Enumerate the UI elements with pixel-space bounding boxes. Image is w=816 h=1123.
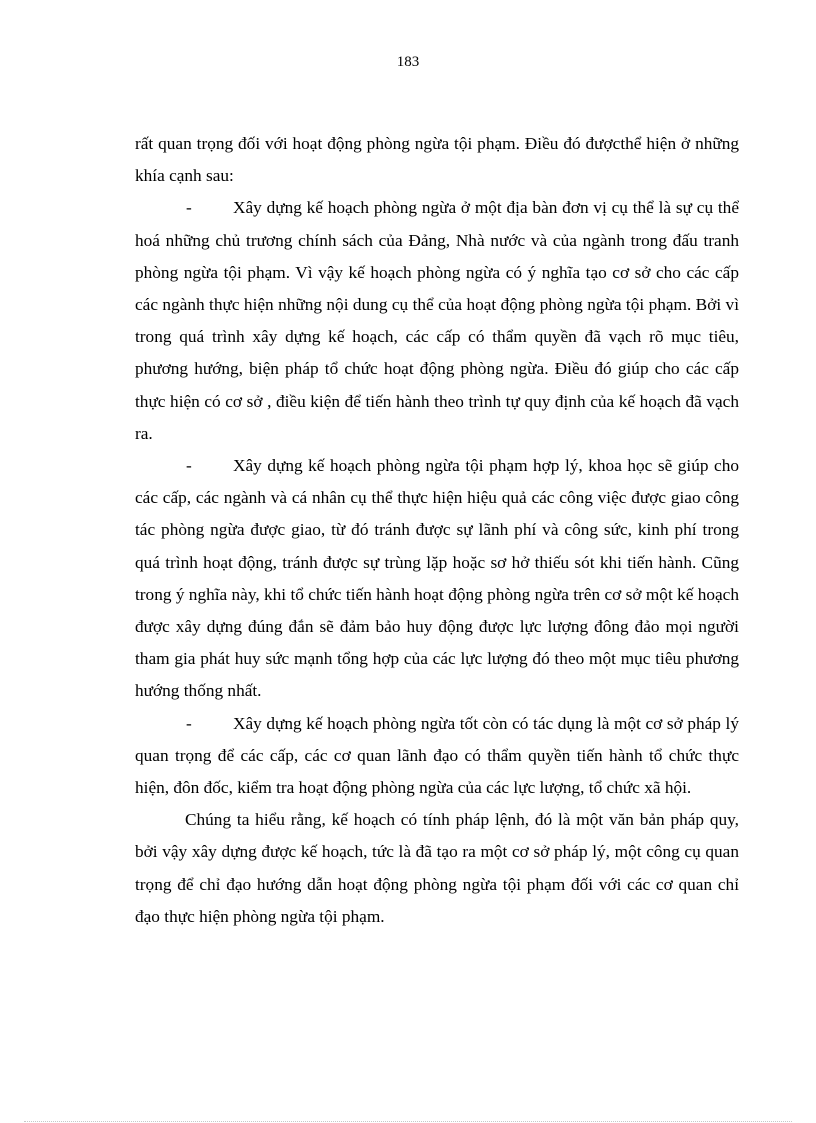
bullet-marker: - bbox=[186, 198, 192, 218]
bullet-marker: - bbox=[186, 713, 192, 733]
bullet-marker: - bbox=[186, 456, 192, 476]
bullet-text: Xây dựng kế hoạch phòng ngừa tốt còn có tác dụng là một cơ sở pháp lý quan trọng để các cấp, các cơ quan lãnh đạo có thẩm quyền tiến hành tổ chức thực hiện, đôn đốc, kiểm tra hoạt động phòng ngừa của các lực lượng, tổ chức xã hội. bbox=[135, 713, 739, 798]
bullet-paragraph-1 bbox=[135, 192, 739, 450]
bullet-paragraph-2 bbox=[135, 450, 739, 708]
bullet-text: Xây dựng kế hoạch phòng ngừa ở một địa bàn đơn vị cụ thể là sự cụ thể hoá những chủ trương chính sách của Đảng, Nhà nước và của ngành trong đấu tranh phòng ngừa tội phạm. Vì vậy kế hoạch phòng ngừa có ý nghĩa tạo cơ sở cho các cấp các ngành thực hiện những nội dung cụ thể của hoạt động phòng ngừa tội phạm. Bởi vì trong quá trình xây dựng kế hoạch, các cấp có thẩm quyền đã vạch rõ mục tiêu, phương hướng, biện pháp tổ chức hoạt động phòng ngừa. Điều đó giúp cho các cấp thực hiện có cơ sở , điều kiện để tiến hành theo trình tự quy định của kế hoạch đã vạch ra. bbox=[135, 198, 739, 443]
bullet-text: Xây dựng kế hoạch phòng ngừa tội phạm hợp lý, khoa học sẽ giúp cho các cấp, các ngành và cá nhân cụ thể thực hiện hiệu quả các công việc được giao công tác phòng ngừa được giao, từ đó tránh được sự lãnh phí và công sức, kinh phí trong quá trình hoạt động, tránh được sự trùng lặp hoặc sơ hở thiếu sót khi tiến hành. Cũng trong ý nghĩa này, khi tổ chức tiến hành hoạt động phòng ngừa trên cơ sở một kế hoạch được xây dựng đúng đắn sẽ đảm bảo huy động được lực lượng đông đảo mọi người tham gia phát huy sức mạnh tổng hợp của các lực lượng đó theo một mục tiêu phương hướng thống nhất. bbox=[135, 456, 739, 701]
document-body bbox=[135, 128, 739, 933]
lead-paragraph: rất quan trọng đối với hoạt động phòng ngừa tội phạm. Điều đó đượcthể hiện ở những khía cạnh sau: bbox=[135, 134, 739, 186]
page-bottom-divider bbox=[24, 1121, 792, 1122]
page-number: 183 bbox=[396, 54, 420, 70]
bullet-paragraph-3 bbox=[135, 708, 739, 805]
closing-paragraph: Chúng ta hiểu rằng, kế hoạch có tính pháp lệnh, đó là một văn bản pháp quy, bởi vậy xây dựng được kế hoạch, tức là đã tạo ra một cơ sở pháp lý, một công cụ quan trọng để chỉ đạo hướng dẫn hoạt động phòng ngừa tội phạm đối với các cơ quan chỉ đạo thực hiện phòng ngừa tội phạm. bbox=[135, 810, 739, 926]
